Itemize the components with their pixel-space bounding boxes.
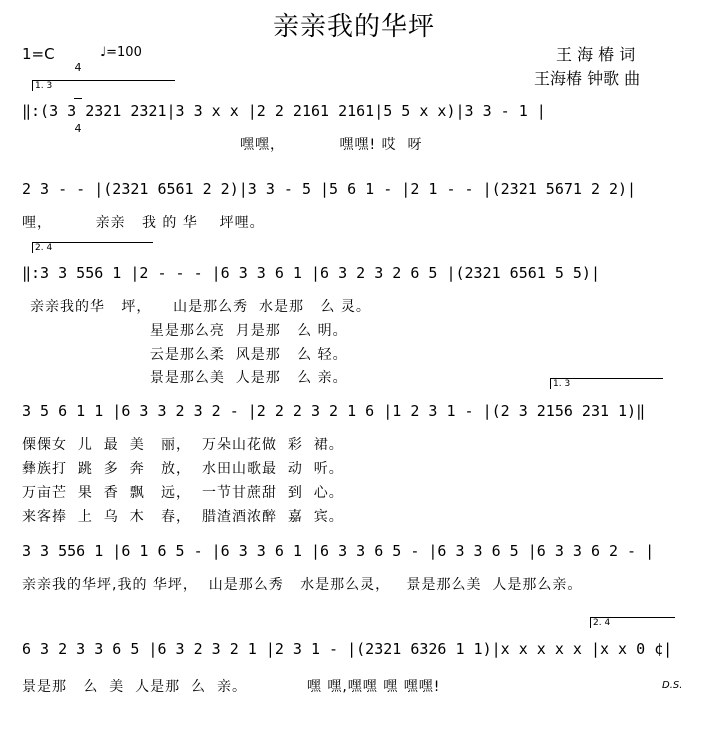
time-signature-bottom: 4 (74, 122, 82, 135)
lyrics-line-4c: 万亩芒 果 香 飘 远， 一节甘蔗甜 到 心。 (22, 485, 344, 501)
lyrics-line-3c: 云是那么柔 风是那 么 轻。 (30, 347, 348, 363)
composer-credit: 王海椿 钟歌 曲 (534, 69, 641, 88)
lyricist-credit: 王 海 椿 词 (556, 45, 636, 64)
lyrics-line-3b: 星是那么亮 月是那 么 明。 (30, 323, 348, 339)
tempo-marking: ♩=100 (100, 45, 142, 60)
dal-segno-mark: D.S. (662, 680, 683, 691)
lyrics-line-1: 嘿嘿， 嘿嘿! 哎 呀 (240, 137, 423, 153)
lyrics-line-5: 亲亲我的华坪,我的 华坪， 山是那么秀 水是那么灵， 景是那么美 人是那么亲。 (22, 577, 583, 593)
notation-line-5: 3 3 556 1 |6 1 6 5 - |6 3 3 6 1 |6 3 3 6 5 - |6 3 3 6 5 |6 3 3 6 2 - | (22, 542, 655, 560)
volta-bracket: 2. 4 (590, 617, 675, 628)
lyrics-line-2: 哩， 亲亲 我 的 华 坪哩。 (22, 215, 265, 231)
notation-line-1: ‖:(3 3 2321 2321|3 3 x x |2 2 2161 2161|5 5 x x)|3 3 - 1 | (22, 102, 546, 120)
volta-bracket: 1. 3 (550, 378, 663, 389)
lyrics-line-6: 景是那 么 美 人是那 么 亲。 嘿 嘿,嘿嘿 嘿 嘿嘿! (22, 679, 441, 695)
lyrics-line-3a: 亲亲我的华 坪， 山是那么秀 水是那 么 灵。 (30, 299, 371, 315)
song-title: 亲亲我的华坪 (272, 12, 435, 42)
lyrics-line-4a: 傈傈女 儿 最 美 丽， 万朵山花做 彩 裙。 (22, 437, 344, 453)
lyrics-line-4d: 来客捧 上 乌 木 春， 腊渣酒浓醉 嘉 宾。 (22, 509, 344, 525)
lyrics-line-4b: 彝族打 跳 多 奔 放， 水田山歌最 动 听。 (22, 461, 344, 477)
time-signature (74, 38, 82, 147)
notation-line-3: ‖:3 3 556 1 |2 - - - |6 3 3 6 1 |6 3 2 3 2 6 5 |(2321 6561 5 5)| (22, 264, 600, 282)
notation-line-4: 3 5 6 1 1 |6 3 3 2 3 2 - |2 2 2 3 2 1 6 |1 2 3 1 - |(2 3 2156 231 1)‖ (22, 402, 646, 420)
volta-bracket: 2. 4 (32, 242, 153, 253)
time-signature-top: 4 (74, 61, 82, 74)
lyrics-line-3d: 景是那么美 人是那 么 亲。 (30, 370, 348, 386)
notation-line-2: 2 3 - - |(2321 6561 2 2)|3 3 - 5 |5 6 1 - |2 1 - - |(2321 5671 2 2)| (22, 180, 637, 198)
time-signature-line (74, 98, 82, 99)
key-signature: 1=C (22, 45, 55, 63)
volta-bracket: 1. 3 (32, 80, 175, 91)
notation-line-6: 6 3 2 3 3 6 5 |6 3 2 3 2 1 |2 3 1 - |(2321 6326 1 1)|x x x x x |x x 0 ¢| (22, 640, 673, 658)
